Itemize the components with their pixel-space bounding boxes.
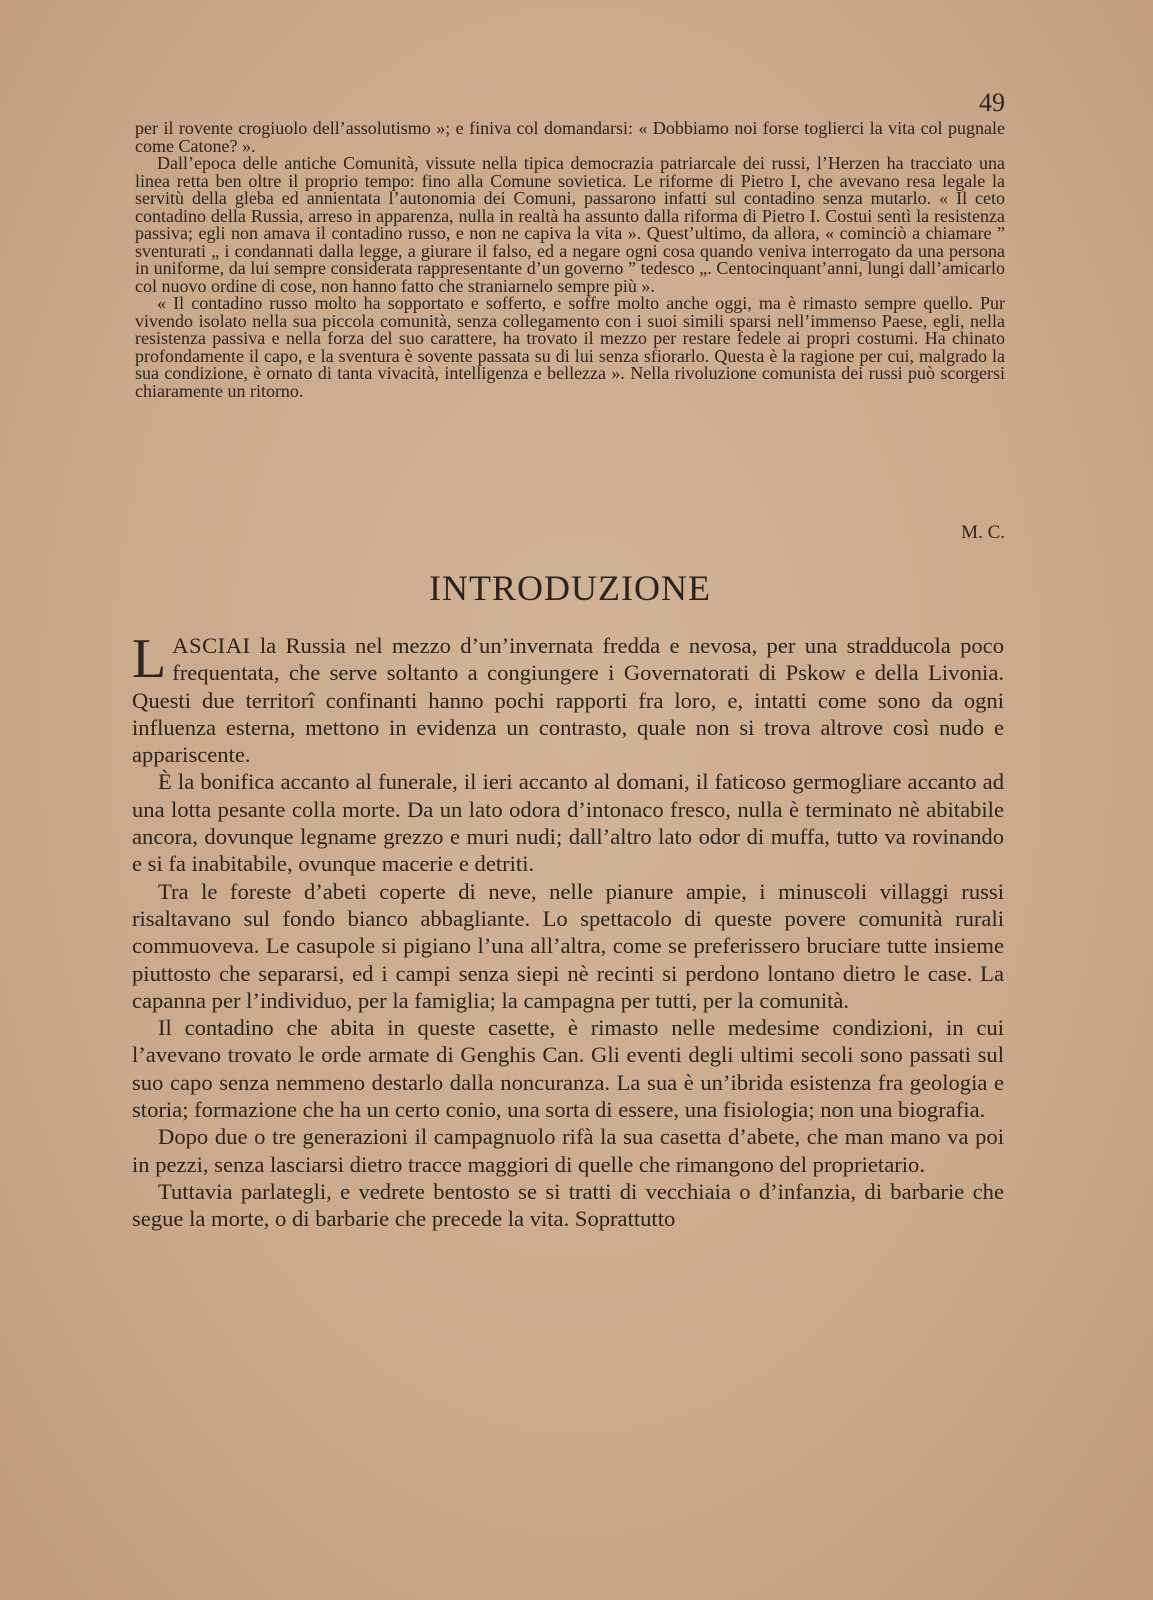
chapter-body — [132, 628, 1004, 1233]
preface-text — [135, 120, 1005, 400]
body-paragraph-5: Dopo due o tre generazioni il campagnuolo rifà la sua casetta d’abete, che man mano va poi in pezzi, senza lasciarsi dietro tracce maggiori di quelle che rimangono del proprietario. — [132, 1124, 1004, 1177]
chapter-title: INTRODUZIONE — [429, 568, 711, 608]
drop-cap: L — [132, 628, 167, 690]
page-number: 49 — [979, 88, 1005, 117]
body-paragraph-3: Tra le foreste d’abeti coperte di neve, nelle pianure ampie, i minuscoli villaggi russi risaltavano sul fondo bianco abbagliante. Lo spettacolo di queste povere comunità rurali commuoveva. Le casupole si pigiano l’una all’altra, come se preferissero bruciare tutte insieme piuttosto che separarsi, ed i campi senza siepi nè recinti si perdono lontano dietro le case. La capanna per l’individuo, per la famiglia; la campagna per tutti, per la comunità. — [132, 878, 1004, 1013]
first-word: ASCIAI — [172, 633, 251, 658]
preface-paragraph-1: per il rovente crogiuolo dell’assolutismo »; e finiva col domandarsi: « Dobbiamo noi forse toglierci la vita col pugnale come Catone? ». — [135, 118, 1005, 156]
body-paragraph-1-text: la Russia nel mezzo d’un’invernata fredda e nevosa, per una stradducola poco frequentata, che serve soltanto a congiungere i Governatorati di Pskow e della Livonia. Questi due territorî confinanti hanno pochi rapporti fra loro, e, intatti come sono da ogni influenza esterna, mettono in evidenza un contrasto, quale non si trova altrove così nudo e appariscente. — [132, 633, 1004, 768]
preface-paragraph-2: Dall’epoca delle antiche Comunità, vissute nella tipica democrazia patriarcale dei russi, l’Herzen ha tracciato una linea retta ben oltre il proprio tempo: fino alla Comune sovietica. Le riforme di Pietro I, che avevano resa legale la servitù della gleba ed annientata l’autonomia dei Comuni, passarono infatti sul contadino senza mutarlo. « Il ceto contadino della Russia, arreso in apparenza, nulla in realtà ha assunto dalla riforma di Pietro I. Costui sentì la resistenza passiva; egli non amava il contadino russo, e non ne capiva la vita ». Quest’ultimo, da allora, « cominciò a chiamare ” sventurati „ i condannati dalla legge, a giurare il falso, ed a negare ogni cosa quando veniva interrogato da una persona in uniforme, da lui sempre considerata rappresentante d’un governo ” tedesco „. Centocinquant’anni, lungi dall’amicarlo col nuovo ordine di cose, non hanno fatto che straniarnelo sempre più ». — [135, 153, 1005, 296]
body-paragraph-4: Il contadino che abita in queste casette, è rimasto nelle medesime condizioni, in cui l’avevano trovato le orde armate di Genghis Can. Gli eventi degli ultimi secoli sono passati sul suo capo senza nemmeno destarlo dalla noncuranza. La sua è un’ibrida esistenza fra geologia e storia; formazione che ha un certo conio, una sorta di essere, una fisiologia; non una biografia. — [132, 1015, 1004, 1123]
body-paragraph-2: È la bonifica accanto al funerale, il ieri accanto al domani, il faticoso germogliare accanto ad una lotta pesante colla morte. Da un lato odora d’intonaco fresco, nulla è terminato nè abitabile ancora, dovunque legname grezzo e muri nudi; dall’altro lato odor di muffa, tutto va rovinando e si fa inabitabile, ovunque macerie e detriti. — [132, 769, 1004, 877]
signature-initials: M. C. — [961, 522, 1005, 543]
body-paragraph-6: Tuttavia parlategli, e vedrete bentosto se si tratti di vecchiaia o d’infanzia, di barbarie che segue la morte, o di barbarie che precede la vita. Soprattutto — [132, 1178, 1004, 1232]
preface-paragraph-3: « Il contadino russo molto ha sopportato e sofferto, e soffre molto anche oggi, ma è rimasto sempre quello. Pur vivendo isolato nella sua piccola comunità, senza collegamento con i suoi simili sparsi nell’immenso Paese, egli, nella resistenza passiva e nella forza del suo carattere, ha trovato il mezzo per restare fedele ai propri costumi. Ha chinato profondamente il capo, e la sventura è sovente passata su di lui senza sfiorarlo. Questa è la ragione per cui, malgrado la sua condizione, è ornato di tanta vivacità, intelligenza e bellezza ». Nella rivoluzione comunista dei russi può scorgersi chiaramente un ritorno. — [135, 293, 1005, 401]
body-paragraph-1 — [132, 628, 1004, 768]
